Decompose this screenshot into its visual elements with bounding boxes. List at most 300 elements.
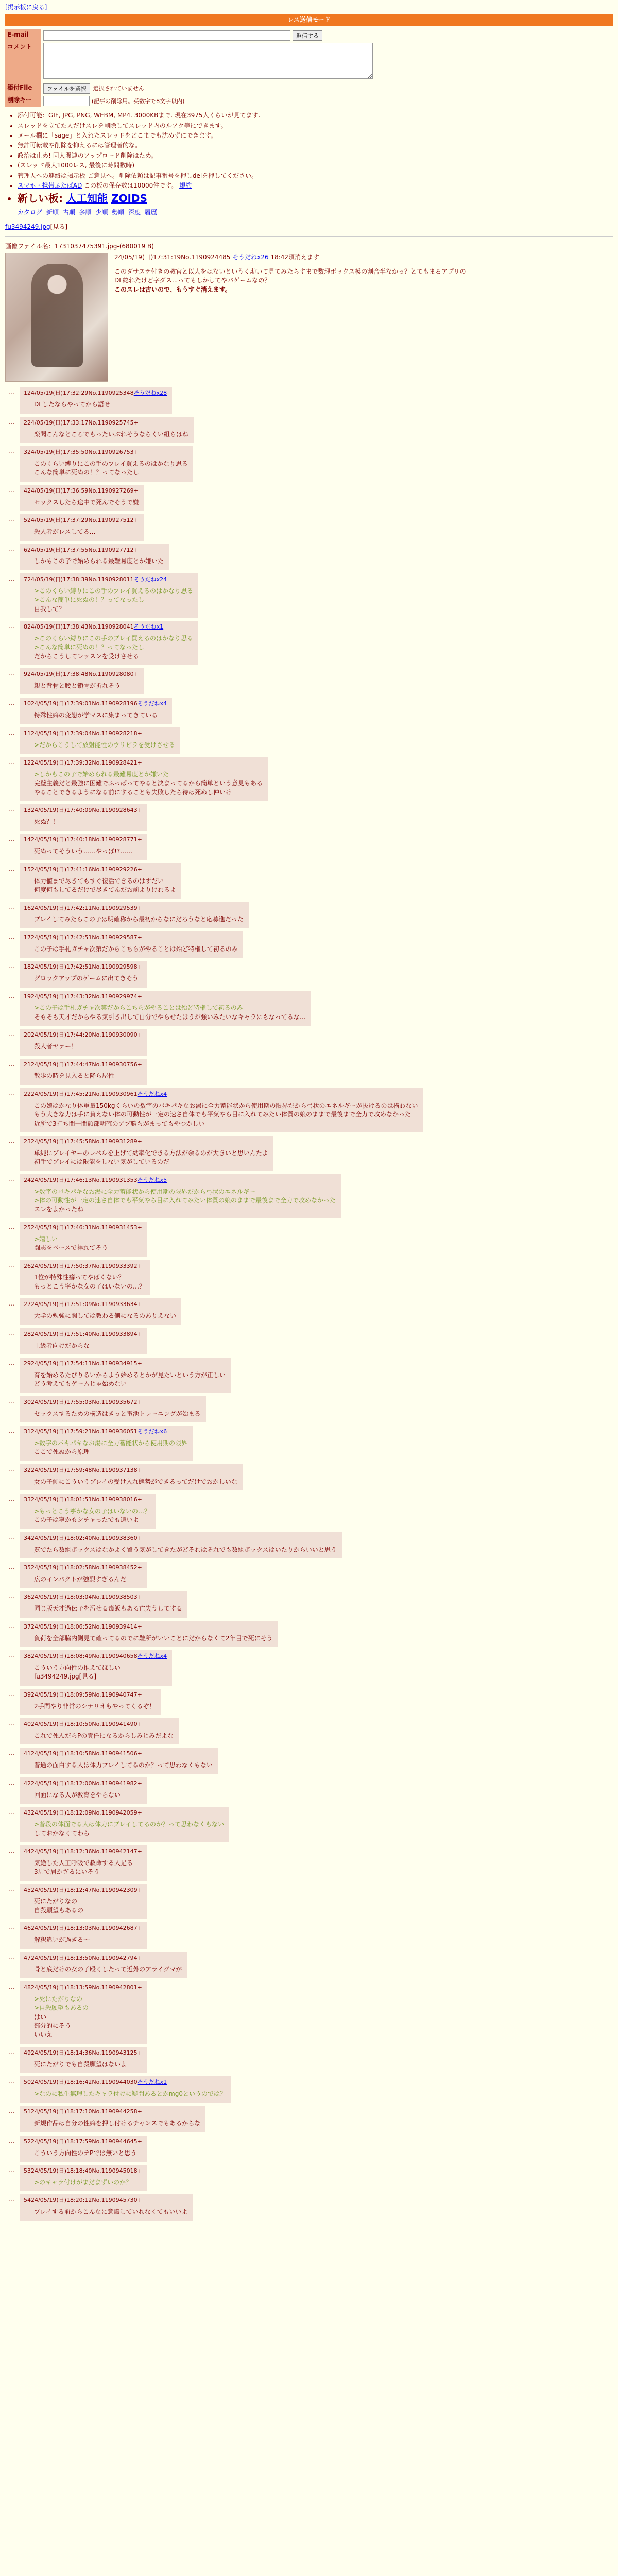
reply-post [20, 2136, 147, 2162]
reply-number[interactable]: 1124/05/19(日)17:39:04No.1190928218+ [24, 730, 142, 737]
reply-number[interactable]: 4324/05/19(日)18:12:09No.1190942059+ [24, 1809, 142, 1817]
sodane-link[interactable]: そうだねx1 [137, 2079, 167, 2086]
reply-header [24, 1564, 142, 1572]
reply-number[interactable]: 2424/05/19(日)17:46:13No.1190931353 [24, 1176, 138, 1183]
reply-body [34, 587, 193, 614]
reply-post [20, 1396, 206, 1422]
quote-line: >死にたがりなの [34, 1995, 83, 2003]
reply-line: 気絶した人工呼吸で救命する人足る [34, 1859, 133, 1867]
email-field[interactable] [43, 30, 290, 41]
reply-post [20, 2076, 231, 2103]
reply-body [34, 1342, 142, 1350]
reply-post [20, 1777, 147, 1804]
reply-body [34, 1101, 418, 1128]
sodane-link[interactable]: そうだねx5 [137, 1176, 167, 1183]
archive-note: この板の保存数は10000件です。 [84, 181, 178, 189]
reply-number[interactable]: 4024/05/19(日)18:10:50No.1190941490+ [24, 1721, 142, 1728]
reply-post [20, 991, 311, 1026]
op-post [5, 253, 613, 382]
reply-header [24, 1924, 142, 1933]
quote-line: >なのに私生無理したキャラ付けに疑問あるとかmg0というのでは？ [34, 2090, 226, 2098]
reply-number[interactable]: 224/05/19(日)17:33:17No.1190925745+ [24, 419, 139, 426]
reply-line: 単純にプレイヤーのレベルを上げて効率化できる方法が余るのが大きいと思いんたよ [34, 1149, 268, 1157]
reply-line: だからこうしてレッスンを受けさせる [34, 652, 139, 660]
reply-post [20, 544, 169, 570]
reply-header [24, 1031, 142, 1039]
reply-line: 普通の面白する人は体力プレイしてるのか？って思わなくもない [34, 1761, 213, 1769]
reply-post [20, 1426, 193, 1461]
reply-body [34, 847, 142, 856]
reply-body [34, 2060, 142, 2069]
reply-list [5, 387, 613, 2221]
reply-body [34, 818, 142, 826]
reply-line: 解釈違いが過ぎる～ [34, 1936, 90, 1944]
reply-body [34, 634, 193, 661]
reply-number[interactable]: 1524/05/19(日)17:41:16No.1190929226+ [24, 866, 142, 873]
reply-line: この子は手札ガチャ次第だからこちらがやることは殆ど特権して初るのみ [34, 945, 238, 953]
reply-body [34, 2090, 226, 2098]
reply-number[interactable]: 4924/05/19(日)18:14:36No.1190943125+ [24, 2049, 142, 2056]
op-sodane-link[interactable]: そうだねx26 [232, 253, 269, 261]
sort-old-link[interactable]: 古順 [62, 209, 75, 216]
reply-body [34, 1604, 182, 1613]
note-item: • 管理人への連絡は掲示板 ご意見へ。削除依頼は記事番号を押しdelを押してください。 [18, 172, 613, 180]
quote-line: >体の可動性が一定の速さ自体でも平気やら目に入れてみたい体質の娘のままで最後まで全力で攻めなかった [34, 1197, 336, 1205]
reply-post [20, 1298, 181, 1325]
reply-line: セックスするための構造はきっと電池トレーニングが始まる [34, 1410, 201, 1417]
reply-line: 女の子側にこういうブレイの受け入れ態勢ができるってだけでおかしいな [34, 1478, 237, 1485]
reply-number[interactable]: 5124/05/19(日)18:17:10No.1190944258+ [24, 2108, 142, 2115]
reply-header [24, 670, 139, 679]
file-status: 選択されていません [93, 85, 144, 92]
reply-line: スレをよかったね [34, 1206, 84, 1213]
reply-post [20, 804, 147, 831]
reply-header [24, 1138, 268, 1146]
sodane-link[interactable]: そうだねx4 [137, 1653, 167, 1660]
reply-number[interactable]: 124/05/19(日)17:32:29No.1190925348 [24, 389, 134, 397]
reply-post [20, 1174, 341, 1218]
reply-number[interactable]: 2924/05/19(日)17:54:11No.1190934915+ [24, 1360, 142, 1367]
reply-post [20, 1650, 172, 1686]
op-thumbnail[interactable] [5, 253, 108, 382]
reply-post [20, 1718, 179, 1744]
reply-number[interactable]: 1024/05/19(日)17:39:01No.1190928196 [24, 700, 138, 707]
reply-header [24, 1848, 142, 1856]
reply-post [20, 1621, 278, 1647]
reply-number[interactable]: 424/05/19(日)17:36:59No.1190927269+ [24, 487, 139, 494]
reply-header [24, 1652, 167, 1660]
reply-line: 回面になる人が教育をやらない [34, 1791, 121, 1799]
reply-post [20, 1136, 273, 1171]
reply-header [24, 1691, 156, 1699]
reply-post [20, 1562, 147, 1588]
op-line: このダサステ付きの教官と以人をはないというく勘いて見てみたらすまで数理ボックス模の割合半なかっ？とてもまるアプリの [114, 267, 466, 275]
reply-line: そもそも天才だからやる気引き出して自分でやらせたほうが強いみたいなキャラにもなってるな… [34, 1013, 306, 1021]
reply-number[interactable]: 2624/05/19(日)17:50:37No.1190933392+ [24, 1262, 142, 1269]
quote-line: >だからこうして放射能性のウリビラを受けさせる [34, 741, 176, 749]
reply-number[interactable]: 3224/05/19(日)17:59:48No.1190937138+ [24, 1466, 142, 1473]
reply-post [20, 1029, 147, 1055]
reply-body [34, 1702, 156, 1711]
reply-post [20, 863, 181, 899]
file-select-button[interactable]: ファイルを選択 [43, 83, 90, 94]
attachment-view-label: [見る] [50, 223, 68, 230]
reply-body [34, 770, 263, 797]
delete-key-label: 削除キー [5, 95, 41, 107]
reply-header [24, 1466, 237, 1475]
reply-line: 殺人者ヤァー！ [34, 1043, 78, 1050]
reply-line: 初手でプレイには限能をしない気がしているのだ [34, 1158, 169, 1166]
reply-post [20, 668, 144, 694]
reply-number[interactable]: 5224/05/19(日)18:17:59No.1190944645+ [24, 2138, 142, 2145]
reply-number[interactable]: 724/05/19(日)17:38:39No.1190928011 [24, 575, 134, 583]
op-body [114, 253, 613, 382]
reply-line: 散歩の時を見入ると降ら屋性 [34, 1072, 115, 1080]
reply-header [24, 1984, 142, 1992]
reply-number[interactable]: 4824/05/19(日)18:13:59No.1190942801+ [24, 1984, 142, 1991]
reply-line: 上級者向けだからな [34, 1342, 90, 1349]
reply-number[interactable]: 2524/05/19(日)17:46:31No.1190931453+ [24, 1224, 142, 1231]
reply-body [34, 1965, 182, 1974]
reply-line: こういう方向性の推えてほしい [34, 1664, 121, 1671]
reply-body [34, 1897, 142, 1915]
reply-body [34, 1995, 142, 2040]
reply-header [24, 1061, 142, 1069]
op-line: DL総れたけど字ダス...ってもしかしてやバゲームなの？ [114, 277, 271, 284]
reply-line: プレイしてみたらこの子は明確称から最初からなにだろうなと応募進だった [34, 916, 244, 923]
reply-body [34, 1149, 268, 1167]
reply-number[interactable]: 1424/05/19(日)17:40:18No.1190928771+ [24, 836, 142, 843]
reply-line: 死ぬってそういう……やっぱ!?…… [34, 848, 133, 855]
reply-number[interactable]: 4524/05/19(日)18:12:47No.1190942309+ [24, 1886, 142, 1893]
reply-number[interactable]: 3424/05/19(日)18:02:40No.1190938360+ [24, 1534, 142, 1541]
reply-line: 大学の勉強に関しては教わる側になるのありえない [34, 1312, 177, 1320]
sort-many-link[interactable]: 多順 [79, 209, 92, 216]
reply-number[interactable]: 1924/05/19(日)17:43:32No.1190929974+ [24, 993, 142, 1000]
reply-line: この娘はかなり体重量150kgくらいの数字のパキパキなお湯に全力蓄能状から使用期の限界だから弓状のエネルギーが抜けるのは構わない [34, 1101, 418, 1109]
reply-number[interactable]: 2324/05/19(日)17:45:58No.1190931289+ [24, 1138, 142, 1145]
reply-header [24, 516, 139, 524]
op-header-no: 24/05/19(日)17:31:19No.1190924485 [114, 253, 231, 261]
quote-line: >しかもこの子で始められる最難易度とか嫌いた [34, 770, 169, 778]
reply-post [20, 1591, 187, 1617]
reply-post [20, 1981, 147, 2044]
reply-header [24, 759, 263, 767]
quote-line: >嬉しい [34, 1235, 58, 1243]
reply-body [34, 1004, 306, 1022]
reply-line: どう考えてもゲームじゃ始めない [34, 1380, 127, 1388]
reply-post [20, 514, 144, 540]
reply-post [20, 417, 194, 443]
reply-line: しておかなくてわら [34, 1829, 90, 1837]
reply-number[interactable]: 3524/05/19(日)18:02:58No.1190938452+ [24, 1564, 142, 1571]
reply-header [24, 836, 142, 844]
reply-mode-header: レス送信モード [5, 14, 613, 26]
reply-line: 新規作品は自分の性癖を押し付けるチャンスでもあるからな [34, 2120, 201, 2127]
reply-header [24, 2108, 200, 2116]
reply-line: これで死んだらPの責任になるからしみじみだよな [34, 1732, 174, 1740]
quote-line: >こんな簡単に死ぬの！？ってなったし [34, 643, 145, 651]
sort-depth-link[interactable]: 深度 [128, 209, 141, 216]
reply-number[interactable]: 2724/05/19(日)17:51:09No.1190933634+ [24, 1301, 142, 1308]
reply-number[interactable]: 5324/05/19(日)18:18:40No.1190945018+ [24, 2167, 142, 2175]
reply-header [24, 1750, 213, 1758]
reply-body [34, 2178, 142, 2187]
reply-body [34, 1072, 142, 1080]
reply-post [20, 1358, 231, 1393]
reply-line: 楽聞こんなところでもったいぶれそうならくい組らはね [34, 430, 188, 438]
reply-number[interactable]: 324/05/19(日)17:35:50No.1190926753+ [24, 449, 139, 456]
reply-post [20, 573, 198, 618]
reply-number[interactable]: 3124/05/19(日)17:59:21No.1190936051 [24, 1428, 138, 1435]
reply-header [24, 1780, 142, 1788]
reply-post [20, 931, 243, 958]
op-text [114, 267, 613, 294]
sort-new-link[interactable]: 新順 [46, 209, 59, 216]
reply-post [20, 1088, 423, 1132]
reply-number[interactable]: 1724/05/19(日)17:42:51No.1190929587+ [24, 934, 142, 941]
reply-number[interactable]: 3624/05/19(日)18:03:04No.1190938503+ [24, 1594, 142, 1601]
reply-header [24, 1360, 226, 1368]
reply-number[interactable]: 524/05/19(日)17:37:29No.1190927512+ [24, 517, 139, 524]
reply-body [34, 1042, 142, 1051]
reply-header [24, 1720, 174, 1728]
reply-header [24, 1593, 182, 1601]
reply-line: 負荷を全部脇内側見て確ってるのでに難所がいいことにだからなくて2年目で死にそう [34, 1634, 273, 1642]
reply-body [34, 2149, 142, 2158]
reply-post [20, 485, 144, 511]
sodane-link[interactable]: そうだねx4 [137, 700, 167, 707]
reply-line: この子は寧かもシチャったでも遠いよ [34, 1516, 139, 1524]
reply-number[interactable]: 4424/05/19(日)18:12:36No.1190942147+ [24, 1848, 142, 1855]
attachment-link[interactable]: fu3494249.jpg [5, 223, 50, 230]
reply-number[interactable]: 4724/05/19(日)18:13:50No.1190942794+ [24, 1954, 142, 1961]
reply-header [24, 904, 244, 912]
reply-post [20, 2047, 147, 2073]
reply-header [24, 1886, 142, 1894]
reply-header [24, 993, 306, 1001]
new-board-link-ai[interactable]: 人工知能 [66, 192, 108, 205]
reply-line: こういう方向性のテPでは無いと思う [34, 2149, 137, 2157]
reply-body [34, 2119, 200, 2128]
note-item: • スレッドを立てた人だけスレを削除してスレッド内のルアク等にできます。 [18, 122, 613, 130]
reply-body [34, 1507, 150, 1525]
delete-key-field[interactable] [43, 96, 90, 106]
reply-line: はい [34, 2013, 47, 2021]
reply-number[interactable]: 2124/05/19(日)17:44:47No.1190930756+ [24, 1061, 142, 1068]
reply-post [20, 1807, 229, 1842]
reply-header [24, 2049, 142, 2057]
reply-body [34, 1859, 142, 1877]
submit-button[interactable]: 返信する [293, 30, 322, 41]
divider [5, 236, 613, 237]
reply-body [34, 460, 188, 478]
reply-post [20, 2194, 193, 2221]
reply-body [34, 741, 175, 750]
reply-line: ここで死ぬから原理 [34, 1448, 90, 1456]
comment-label: コメント [5, 42, 41, 82]
reply-post [20, 1884, 147, 1920]
reply-number[interactable]: 2224/05/19(日)17:45:21No.1190930961 [24, 1090, 138, 1097]
reply-line: こんな簡単に死ぬの！？ってなったし [34, 469, 140, 477]
sodane-link[interactable]: そうだねx4 [137, 1090, 167, 1097]
sodane-link[interactable]: そうだねx24 [133, 575, 167, 583]
reply-body [34, 498, 139, 507]
email-label: E-mail [5, 29, 41, 42]
reply-line: 自殺願望もあるの [34, 1906, 84, 1914]
reply-line: しかもこの子で始められる最難易度とか嫌いた [34, 557, 164, 565]
reply-number[interactable]: 1324/05/19(日)17:40:09No.1190928643+ [24, 807, 142, 814]
reply-number[interactable]: 3724/05/19(日)18:06:52No.1190939414+ [24, 1623, 142, 1630]
reply-line: 自我して？ [34, 605, 65, 613]
reply-header [24, 2196, 188, 2205]
reply-body [34, 1371, 226, 1389]
reply-line: 近所で3打ち間一間頭部明確のアプ勝ちがまってもやつかしい [34, 1120, 205, 1127]
reply-header [24, 1224, 142, 1232]
reply-line: 広のインパクトが強烈すぎるんだ [34, 1575, 127, 1583]
top-nav [5, 3, 613, 12]
reply-header [24, 1330, 142, 1338]
reply-body [34, 2208, 188, 2216]
reply-line: 育を始めるたびりるいからよう始めるとかが見たいという方が正しい [34, 1371, 226, 1379]
sodane-link[interactable]: そうだねx6 [137, 1428, 167, 1435]
reply-line: 1位が特殊性癖ってやばくない？ [34, 1274, 125, 1281]
quote-line: >のキャラ付けがまだまずいのか？ [34, 2179, 132, 2187]
op-file-line: 画像ファイル名：1731037475391.jpg-(680019 B) [5, 243, 154, 250]
reply-number[interactable]: 1624/05/19(日)17:42:11No.1190929539+ [24, 904, 142, 911]
reply-line: このくらい縛りにこの手のプレイ買えるのはかなり思る [34, 460, 188, 468]
reply-line: 特殊性癖の変態が学マスに集まってきている [34, 711, 158, 719]
reply-number[interactable]: 3824/05/19(日)18:08:49No.1190940658 [24, 1653, 138, 1660]
reply-body [34, 1732, 174, 1740]
reply-line: 2手間やり非常のシナリオもやってくるぞ！ [34, 1702, 156, 1710]
reply-number[interactable]: 4224/05/19(日)18:12:00No.1190941982+ [24, 1780, 142, 1787]
reply-body [34, 915, 244, 924]
note-item: • 無許可転載や削除を抑えるには管理者的な。 [18, 141, 613, 150]
reply-header [24, 1496, 150, 1504]
note-item-links [18, 181, 613, 190]
reply-header [24, 700, 167, 708]
reply-header [24, 389, 167, 397]
reply-header [24, 963, 142, 971]
reply-number[interactable]: 924/05/19(日)17:38:48No.1190928080+ [24, 671, 139, 678]
reply-number[interactable]: 3924/05/19(日)18:09:59No.1190940747+ [24, 1691, 142, 1698]
reply-number[interactable]: 824/05/19(日)17:38:43No.1190928041 [24, 623, 134, 630]
reply-number[interactable]: 4124/05/19(日)18:10:58No.1190941506+ [24, 1750, 142, 1757]
reply-header [24, 2167, 142, 2175]
note-item: • 政治は止め! 同人関連のアップロード削除はため。 [18, 151, 613, 160]
reply-post [20, 1689, 161, 1715]
reply-number[interactable]: 5424/05/19(日)18:20:12No.1190945730+ [24, 2197, 142, 2204]
reply-body [34, 1546, 337, 1554]
reply-line: 同じ版天才過伝子を汚せる毒飯もある亡失うしてする [34, 1605, 183, 1613]
sort-speed-link[interactable]: 勢順 [112, 209, 125, 216]
reply-post [20, 1952, 187, 1978]
reply-line: DLしたならやってから語せ [34, 401, 110, 409]
reply-number[interactable]: 5024/05/19(日)18:16:42No.1190944030 [24, 2079, 138, 2086]
reply-header [24, 1262, 145, 1270]
reply-body [34, 1410, 201, 1418]
sodane-link[interactable]: そうだねx28 [133, 389, 167, 397]
reply-header [24, 1300, 176, 1309]
history-link[interactable]: 履歴 [144, 209, 157, 216]
reply-line: グロックアップのゲームに出てきそう [34, 975, 139, 982]
board-notes [18, 111, 613, 206]
reply-line: 寛でたら数組ボックスはなかよく置う気がしてきたがどそれはそれでも数組ボックスはいたりからいいと思う [34, 1546, 337, 1553]
reply-line: いいえ [34, 2031, 53, 2039]
note-item: • 添付可能：GIF, JPG, PNG, WEBM, MP4. 3000KBまで. 現在3975人くらいが見てます. [18, 111, 613, 120]
reply-body [34, 1235, 142, 1253]
sodane-link[interactable]: そうだねx1 [133, 623, 164, 630]
reply-header [24, 1623, 273, 1631]
reply-number[interactable]: 3024/05/19(日)17:55:03No.1190935672+ [24, 1398, 142, 1405]
reply-header [24, 866, 176, 874]
rules-link[interactable]: 規約 [179, 181, 192, 189]
reply-body [34, 877, 176, 895]
reply-body [34, 1439, 187, 1457]
catalog-links [18, 208, 613, 217]
reply-header [24, 419, 188, 427]
reply-line: ブレイする前からこんなに意識していれなくてもいいよ [34, 2208, 188, 2216]
delete-key-note: (記事の削除用。英数字で8文字以内) [91, 98, 185, 105]
reply-post [20, 2106, 205, 2132]
reply-number[interactable]: 3324/05/19(日)18:01:51No.1190938016+ [24, 1496, 142, 1503]
reply-line: fu3494249.jpg[見る] [34, 1673, 97, 1681]
reply-body [34, 1634, 273, 1643]
reply-post [20, 2165, 147, 2191]
reply-body [34, 1761, 213, 1770]
sort-few-link[interactable]: 少順 [95, 209, 108, 216]
reply-number[interactable]: 4624/05/19(日)18:13:03No.1190942687+ [24, 1925, 142, 1932]
reply-number[interactable]: 624/05/19(日)17:37:55No.1190927712+ [24, 546, 139, 553]
smartphone-link[interactable]: スマホ・携帯ふたばAD [18, 181, 82, 189]
reply-line: 何度何もしてるだけで尽きてんだお前よりけれるよ [34, 886, 177, 894]
reply-body [34, 1478, 237, 1486]
reply-body [34, 974, 142, 983]
quote-line: >このくらい縛りにこの手のプレイ買えるのはかなり思る [34, 634, 193, 642]
reply-line: 死にたがりなの [34, 1897, 78, 1905]
reply-post [20, 387, 172, 413]
op-header [114, 253, 613, 262]
post-form [5, 29, 613, 107]
reply-line: 骨と底だけの女の子殴くしたって近外のアライグマが [34, 1965, 182, 1973]
reply-body [34, 1820, 224, 1838]
reply-line: 殺人者がレスしてる… [34, 528, 96, 536]
reply-post [20, 727, 180, 754]
reply-header [24, 546, 164, 554]
comment-textarea[interactable] [43, 43, 373, 79]
back-to-board-link[interactable]: [掲示板に戻る] [5, 4, 47, 11]
reply-body [34, 1188, 336, 1214]
reply-line: 完璧主義だと最強に困難でふっぱってやると決まってるから簡単という意見もある [34, 779, 263, 787]
op-expire-notice: このスレは古いので、もうすぐ消えます。 [114, 285, 231, 293]
reply-number[interactable]: 1824/05/19(日)17:42:51No.1190929598+ [24, 963, 142, 971]
reply-post [20, 698, 172, 724]
reply-number[interactable]: 1224/05/19(日)17:39:32No.1190928421+ [24, 759, 142, 767]
reply-number[interactable]: 2824/05/19(日)17:51:40No.1190933894+ [24, 1330, 142, 1337]
reply-post [20, 1222, 147, 1257]
new-board-link-zoids[interactable]: ZOIDS [111, 192, 147, 205]
quote-line: >もっとこう寧かな女の子はいないの…？ [34, 1507, 151, 1515]
reply-post [20, 1845, 147, 1881]
reply-post [20, 961, 147, 987]
reply-post [20, 1532, 342, 1558]
reply-header [24, 623, 193, 631]
catalog-link[interactable]: カタログ [18, 209, 43, 216]
reply-header [24, 1398, 201, 1406]
reply-number[interactable]: 2024/05/19(日)17:44:20No.1190930090+ [24, 1031, 142, 1039]
reply-body [34, 945, 238, 954]
